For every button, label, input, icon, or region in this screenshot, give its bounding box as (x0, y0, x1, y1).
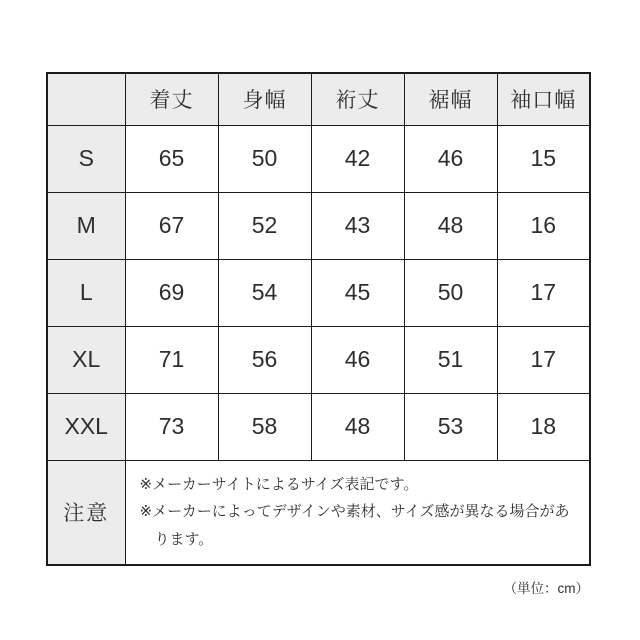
unit-label: （単位：cm） (503, 581, 589, 596)
row-label-s: S (47, 125, 125, 192)
col-header-sodeguchihaba: 袖口幅 (497, 73, 590, 125)
table-row-m (47, 192, 590, 259)
size-value: 54 (218, 259, 311, 326)
size-value: 58 (218, 393, 311, 460)
size-value: 48 (404, 192, 497, 259)
size-value: 71 (125, 326, 218, 393)
size-value: 50 (218, 125, 311, 192)
size-chart-table (46, 72, 591, 566)
size-value: 15 (497, 125, 590, 192)
size-value: 17 (497, 259, 590, 326)
table-row-xxl (47, 393, 590, 460)
size-chart (46, 72, 591, 597)
col-header-yukitake: 裄丈 (311, 73, 404, 125)
table-row-note (47, 460, 590, 565)
size-value: 53 (404, 393, 497, 460)
col-header-mihaba: 身幅 (218, 73, 311, 125)
size-value: 51 (404, 326, 497, 393)
table-row-s (47, 125, 590, 192)
row-label-xl: XL (47, 326, 125, 393)
size-value: 43 (311, 192, 404, 259)
row-label-m: M (47, 192, 125, 259)
size-value: 65 (125, 125, 218, 192)
size-value: 17 (497, 326, 590, 393)
row-label-l: L (47, 259, 125, 326)
size-value: 69 (125, 259, 218, 326)
size-value: 46 (311, 326, 404, 393)
size-value: 16 (497, 192, 590, 259)
header-row (47, 73, 590, 125)
size-value: 46 (404, 125, 497, 192)
size-value: 52 (218, 192, 311, 259)
size-value: 45 (311, 259, 404, 326)
size-value: 73 (125, 393, 218, 460)
row-label-xxl: XXL (47, 393, 125, 460)
size-value: 67 (125, 192, 218, 259)
note-line-2: ※メーカーによってデザインや素材、サイズ感が異なる場合があります。 (139, 503, 570, 549)
size-value: 56 (218, 326, 311, 393)
table-row-xl (47, 326, 590, 393)
size-value: 18 (497, 393, 590, 460)
size-value: 50 (404, 259, 497, 326)
size-value: 42 (311, 125, 404, 192)
table-row-l (47, 259, 590, 326)
size-value: 48 (311, 393, 404, 460)
col-header-susohaba: 裾幅 (404, 73, 497, 125)
col-header-chakutake: 着丈 (125, 73, 218, 125)
note-line-1: ※メーカーサイトによるサイズ表記です。 (139, 475, 419, 493)
note-cell (125, 460, 590, 565)
corner-cell (47, 73, 125, 125)
note-label: 注意 (47, 460, 125, 565)
